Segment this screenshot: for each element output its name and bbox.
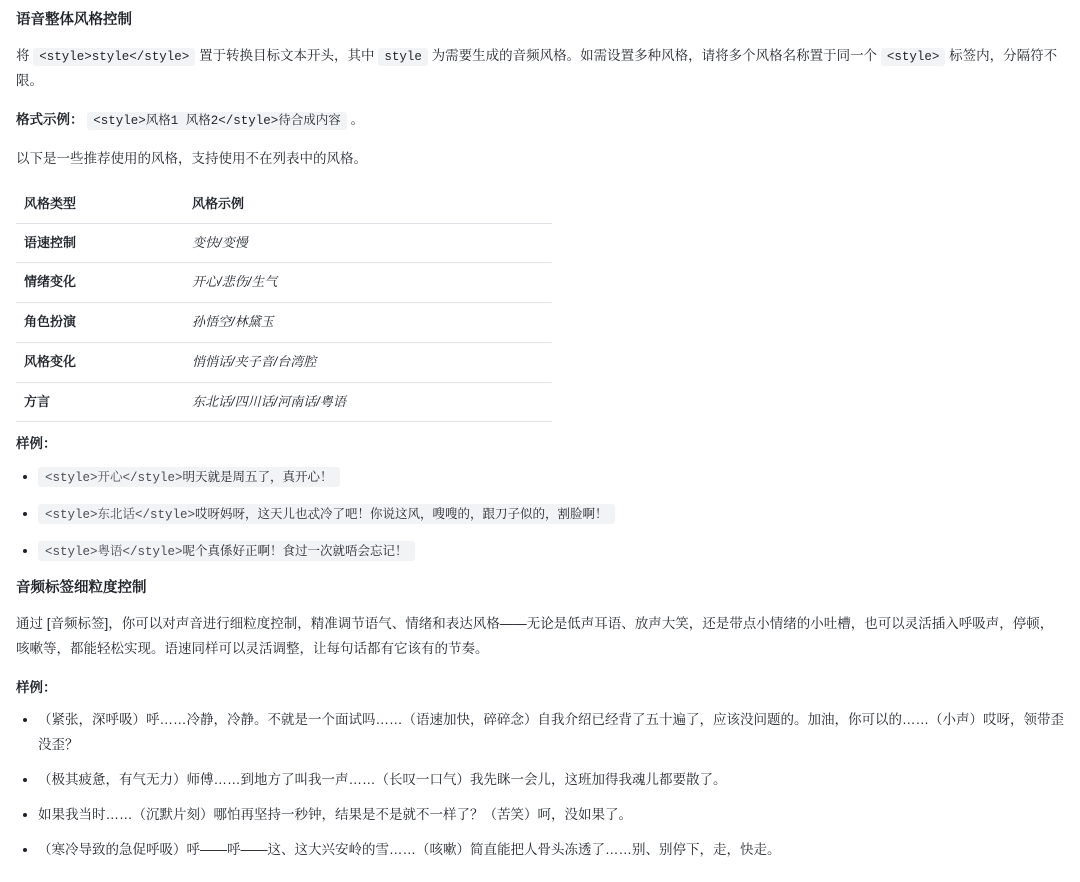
list-item: • （紧张，深呼吸）呼……冷静，冷静。不就是一个面试吗……（语速加快，碎碎念）自我介绍已经背了五十遍了，应该没问题的。加油，你可以的……（小声）哎呀，领带歪没歪？ — [38, 708, 1064, 758]
list-item: • 如果我当时……（沉默片刻）哪怕再坚持一秒钟，结果是不是就不一样了？（苦笑）呵，没如果了。 — [38, 803, 1064, 828]
code-style-open-tag: <style> — [881, 48, 946, 66]
table-row — [16, 382, 552, 422]
table-cell-type: 语速控制 — [16, 223, 184, 263]
table-cell-example: 变快/变慢 — [184, 223, 552, 263]
format-example-suffix: 。 — [350, 111, 365, 127]
samples-label-style: 样例： — [16, 436, 57, 452]
table-row — [16, 303, 552, 343]
table-cell-type: 方言 — [16, 382, 184, 422]
table-row — [16, 263, 552, 303]
table-cell-type: 情绪变化 — [16, 263, 184, 303]
table-cell-example: 悄悄话/夹子音/台湾腔 — [184, 342, 552, 382]
intro-text-d: 标签内，分隔符不限。 — [16, 47, 1058, 88]
samples-label-audio: 样例： — [16, 680, 57, 695]
audio-tag-paragraph: 通过 [音频标签]，你可以对声音进行细粒度控制，精准调节语气、情绪和表达风格——无论是低声耳语、放声大笑，还是带点小情绪的小吐槽，也可以灵活插入呼吸声，停顿，咳嗽等，都能轻松实现。语速同样可以灵活调整，让每句话都有它该有的节奏。 — [16, 616, 1054, 657]
sample-style-tag: <style>粤语</style> — [45, 544, 183, 559]
list-item — [38, 501, 1064, 528]
code-style-keyword: style — [378, 48, 428, 66]
table-cell-type: 风格变化 — [16, 342, 184, 382]
sample-chip — [38, 541, 415, 561]
intro-text-b: 置于转换目标文本开头，其中 — [199, 47, 375, 63]
sample-chip — [38, 504, 615, 524]
intro-text-a: 将 — [16, 47, 30, 63]
format-example-line — [16, 108, 1064, 133]
table-header-type: 风格类型 — [16, 186, 184, 223]
table-header-example: 风格示例 — [184, 186, 552, 223]
style-table — [16, 186, 552, 423]
sample-text: 哎呀妈呀，这天儿也忒冷了吧！你说这风，嗖嗖的，跟刀子似的，割脸啊！ — [195, 506, 608, 521]
section-title-style-control: 语音整体风格控制 — [16, 12, 132, 28]
sample-style-tag: <style>东北话</style> — [45, 507, 196, 522]
format-example-label: 格式示例： — [16, 111, 84, 127]
table-cell-example: 开心/悲伤/生气 — [184, 263, 552, 303]
table-cell-example: 东北话/四川话/河南话/粤语 — [184, 382, 552, 422]
table-cell-type: 角色扮演 — [16, 303, 184, 343]
sample-text: 呢个真係好正啊！食过一次就唔会忘记！ — [182, 543, 408, 558]
code-format-example: <style>风格1 风格2</style>待合成内容 — [87, 112, 347, 130]
table-cell-example: 孙悟空/林黛玉 — [184, 303, 552, 343]
table-row — [16, 342, 552, 382]
list-item: • （极其疲惫，有气无力）师傅……到地方了叫我一声……（长叹一口气）我先眯一会儿，这班加得我魂儿都要散了。 — [38, 768, 1064, 793]
intro-text-c: 为需要生成的音频风格。如需设置多种风格，请将多个风格名称置于同一个 — [431, 47, 878, 63]
table-row — [16, 223, 552, 263]
list-item — [38, 464, 1064, 491]
recommended-styles-note: 以下是一些推荐使用的风格，支持使用不在列表中的风格。 — [16, 150, 367, 166]
style-samples-list — [16, 464, 1064, 564]
style-control-intro — [16, 44, 1064, 94]
code-style-tag-full: <style>style</style> — [33, 48, 195, 66]
list-item: • （寒冷导致的急促呼吸）呼——呼——这、这大兴安岭的雪……（咳嗽）简直能把人骨头冻透了……别、别停下，走，快走。 — [38, 838, 1064, 863]
section-title-audio-tag-control: 音频标签细粒度控制 — [16, 580, 147, 597]
table-header-row — [16, 186, 552, 223]
sample-style-tag: <style>开心</style> — [45, 471, 183, 486]
sample-text: 明天就是周五了，真开心！ — [182, 470, 333, 485]
sample-chip — [38, 467, 340, 487]
audio-samples-list — [16, 708, 1064, 863]
list-item — [38, 538, 1064, 565]
